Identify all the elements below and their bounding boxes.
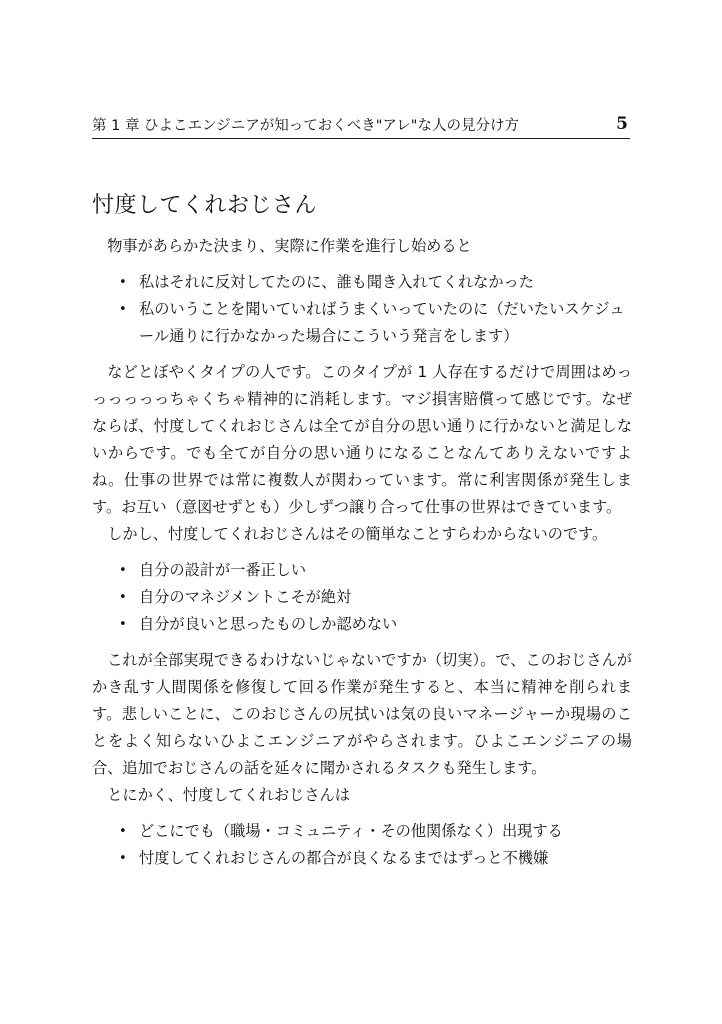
- body-text: [92, 233, 632, 881]
- paragraph-summary-intro: とにかく、忖度してくれおじさんは: [107, 786, 350, 804]
- bullet-list-complaints: [92, 269, 632, 350]
- bullet-icon: •: [119, 851, 127, 866]
- paragraph-consequences: これが全部実現できるわけないじゃないですか（切実）。で、このおじさんがかき乱す人間関係を修復して回る作業が発生すると、本当に精神を削られます。悲しいことに、このおじさんの尻拭いは気の良いマネージャーか現場のことをよく知らないひよこエンジニアがやらされます。ひよこエンジニアの場合、追加でおじさんの話を延々に聞かされるタスクも発生します。: [92, 651, 632, 777]
- list-item-text: 自分が良いと思ったものしか認めない: [139, 615, 398, 633]
- list-item-text: 忖度してくれおじさんの都合が良くなるまではずっと不機嫌: [139, 849, 549, 867]
- page-number: 5: [616, 114, 628, 134]
- list-item-text: どこにでも（職場・コミュニティ・その他関係なく）出現する: [139, 822, 563, 840]
- list-item: [119, 818, 632, 845]
- list-item: [119, 611, 632, 638]
- list-item-text: 自分の設計が一番正しい: [139, 561, 307, 579]
- list-item-text: 私のいうことを聞いていればうまくいっていたのに（だいたいスケジュール通りに行かなかった場合にこういう発言をします）: [139, 300, 625, 345]
- paragraph-however: しかし、忖度してくれおじさんはその簡単なことすらわからないのです。: [107, 525, 608, 543]
- bullet-icon: •: [119, 302, 127, 317]
- list-item: [119, 845, 632, 872]
- list-item-text: 自分のマネジメントこそが絶対: [139, 588, 352, 606]
- section-title: 忖度してくれおじさん: [92, 193, 318, 218]
- bullet-icon: •: [119, 590, 127, 605]
- list-item: [119, 296, 632, 350]
- chapter-title: 第 1 章 ひよこエンジニアが知っておくべき"アレ"な人の見分け方: [92, 118, 519, 134]
- running-header: [92, 116, 630, 139]
- paragraph-description: などとぼやくタイプの人です。このタイプが 1 人存在するだけで周囲はめっっっっっっちゃくちゃ精神的に消耗します。マジ損害賠償って感じです。なぜならば、忖度してくれおじさんは全てが自分の思い通りに行かないと満足しないからです。でも全てが自分の思い通りになることなんてありえないですよね。仕事の世界では常に複数人が関わっています。常に利害関係が発生します。お互い（意図せずとも）少しずつ譲り合って仕事の世界はできています。: [92, 363, 633, 516]
- list-item: [119, 584, 632, 611]
- intro-paragraph: 物事があらかた決まり、実際に作業を進行し始めると: [107, 237, 472, 255]
- bullet-icon: •: [119, 617, 127, 632]
- bullet-icon: •: [119, 275, 127, 290]
- bullet-icon: •: [119, 824, 127, 839]
- list-item: [119, 269, 632, 296]
- list-item: [119, 557, 632, 584]
- bullet-list-beliefs: [92, 557, 632, 638]
- bullet-list-summary: [92, 818, 632, 872]
- bullet-icon: •: [119, 563, 127, 578]
- list-item-text: 私はそれに反対してたのに、誰も聞き入れてくれなかった: [139, 273, 534, 291]
